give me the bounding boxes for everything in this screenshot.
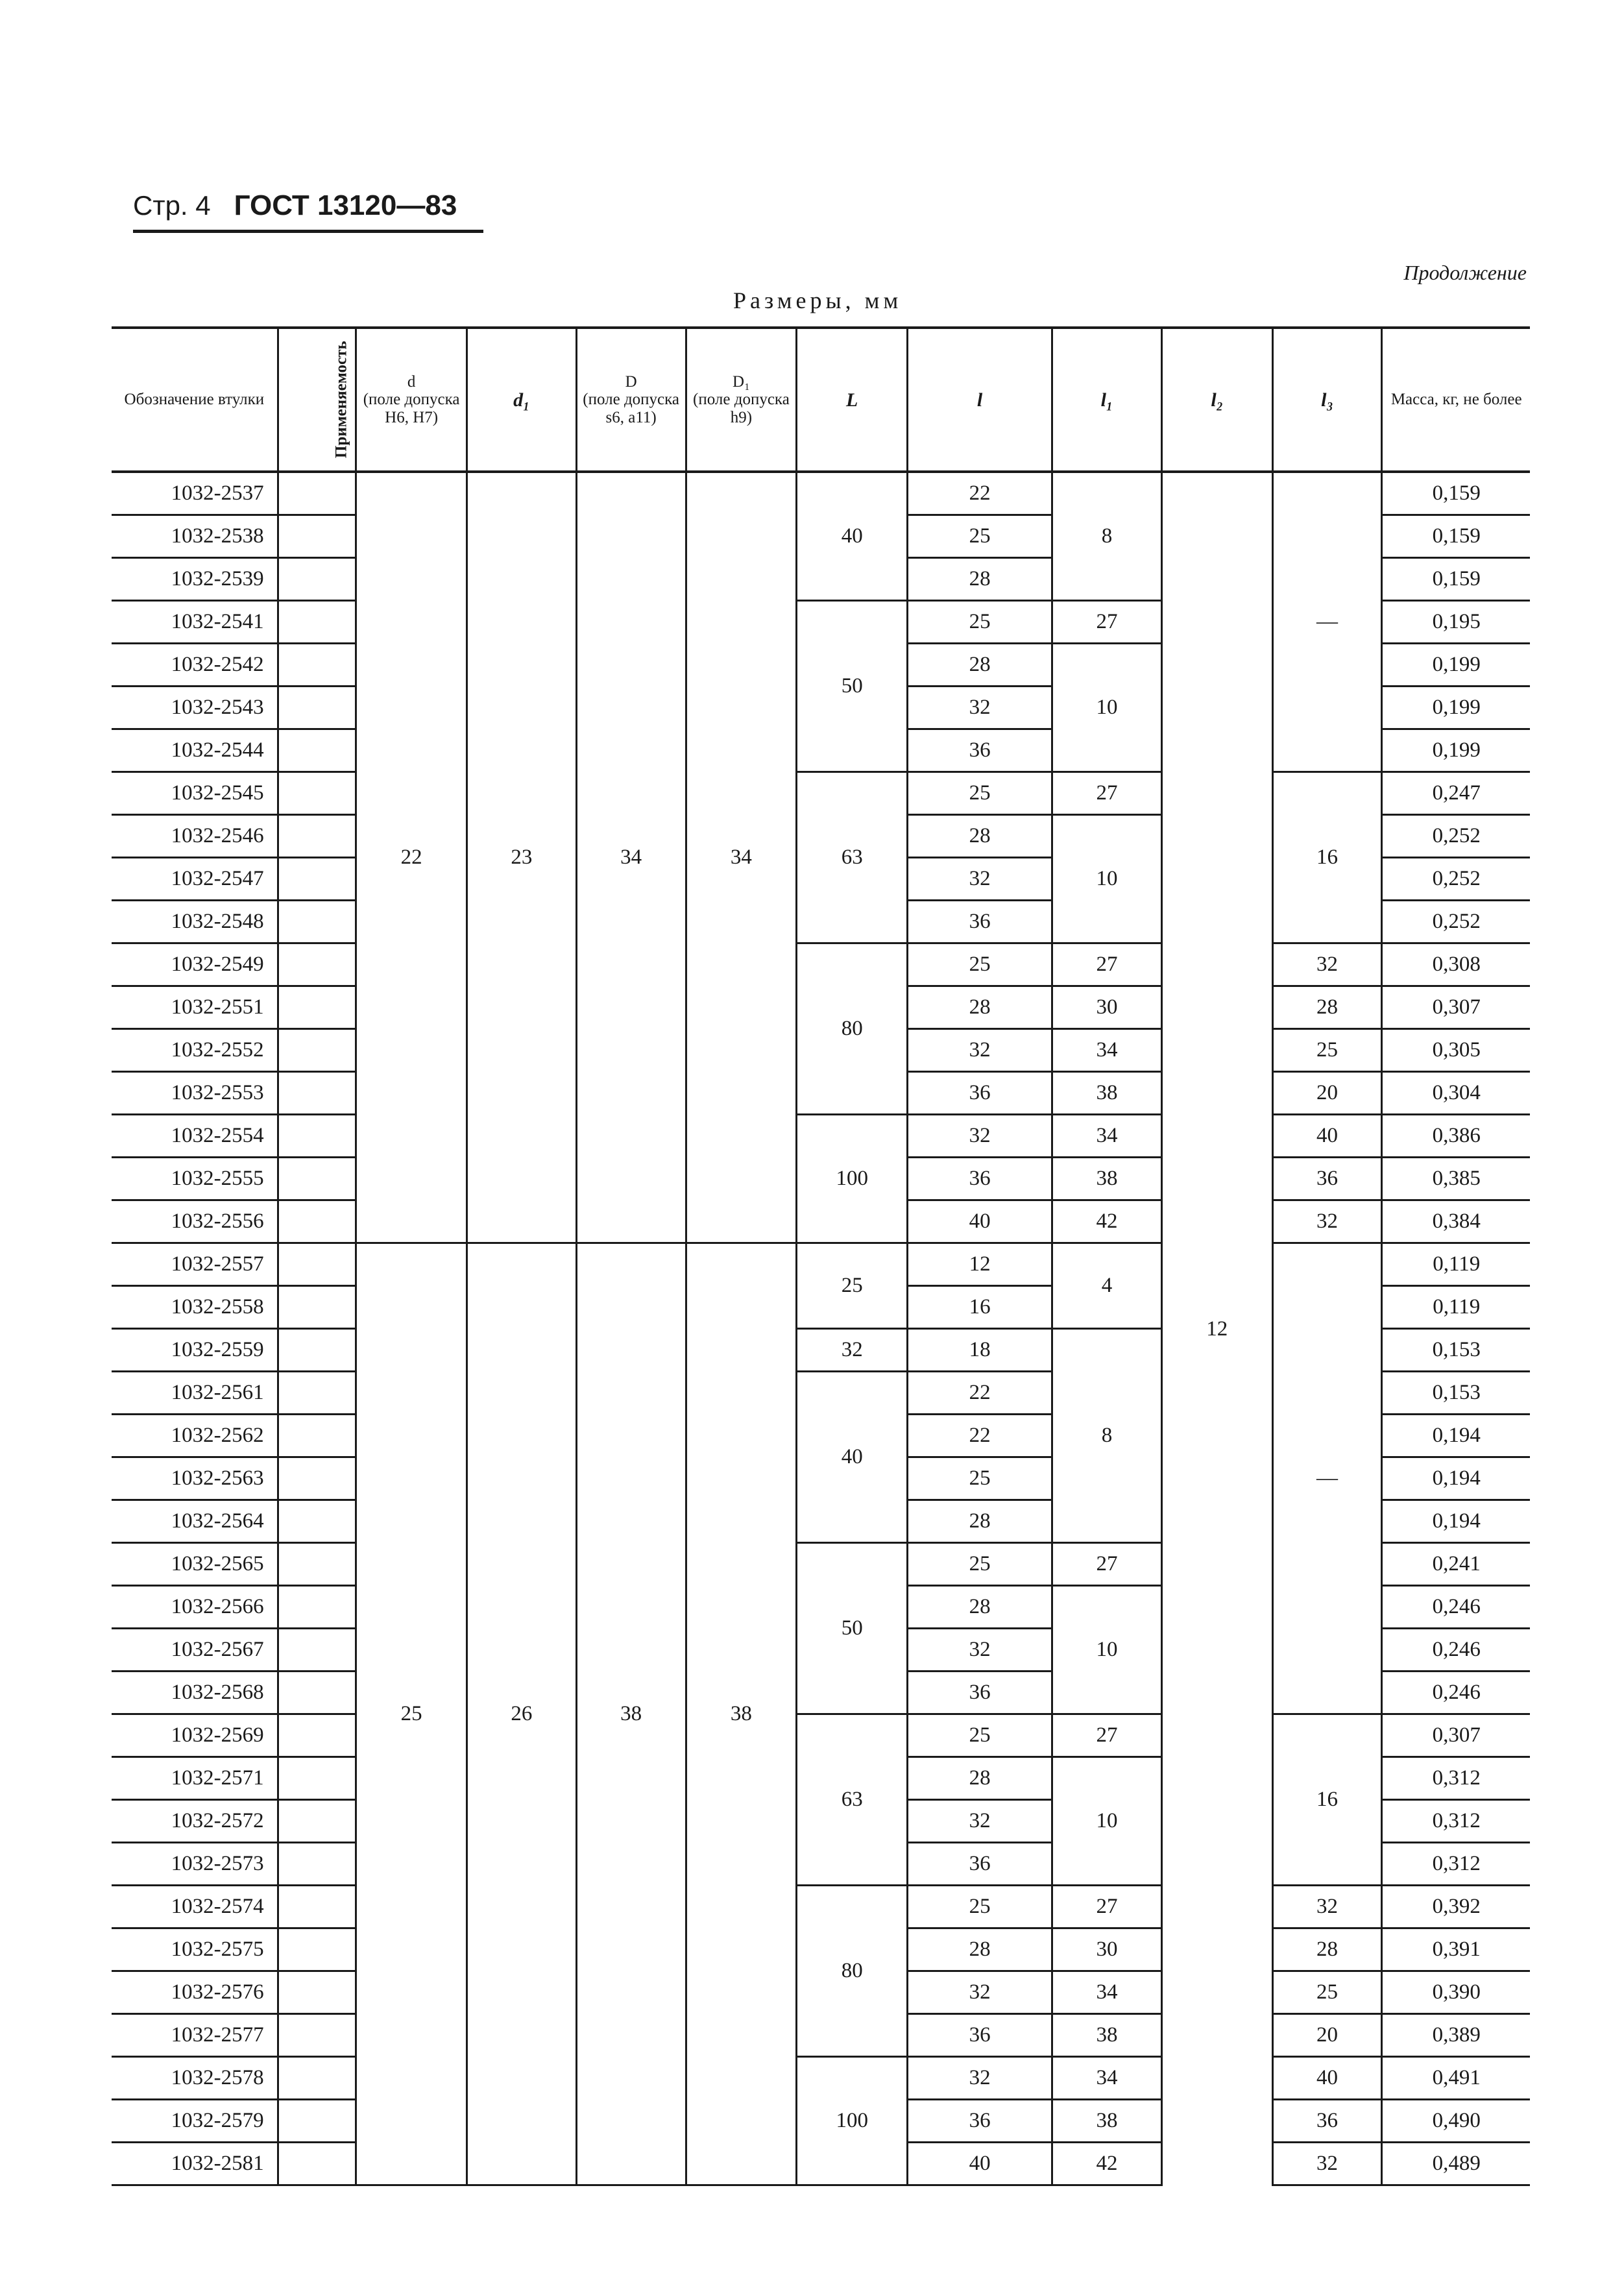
applicability-cell	[278, 1243, 356, 1286]
mass-cell: 0,246	[1382, 1629, 1530, 1672]
l-cell: 32	[908, 1029, 1052, 1072]
designation-cell: 1032-2576	[112, 1971, 278, 2014]
col-D1-note: (поле допуска h9)	[693, 391, 790, 426]
col-D1	[686, 328, 797, 472]
l3-cell: 20	[1272, 2014, 1382, 2057]
col-D	[576, 328, 686, 472]
mass-cell: 0,159	[1382, 515, 1530, 558]
applicability-cell	[278, 1329, 356, 1372]
col-D1-symbol: D₁	[733, 372, 750, 391]
designation-cell: 1032-2547	[112, 858, 278, 901]
col-l2: l₂	[1161, 328, 1272, 472]
mass-cell: 0,153	[1382, 1329, 1530, 1372]
applicability-cell	[278, 1886, 356, 1928]
mass-cell: 0,305	[1382, 1029, 1530, 1072]
col-d1: d₁	[467, 328, 577, 472]
applicability-cell	[278, 515, 356, 558]
l1-cell: 38	[1052, 2014, 1162, 2057]
mass-cell: 0,194	[1382, 1500, 1530, 1543]
l-cell: 32	[908, 2057, 1052, 2100]
mass-cell: 0,489	[1382, 2143, 1530, 2185]
table-row	[112, 2057, 1530, 2100]
designation-cell: 1032-2548	[112, 901, 278, 943]
table-row	[112, 1886, 1530, 1928]
l-cell: 32	[908, 1629, 1052, 1672]
L-cell: 63	[797, 772, 908, 943]
table-row	[112, 472, 1530, 515]
d-cell: 22	[356, 472, 467, 1243]
col-d-symbol: d	[407, 372, 416, 391]
table-row	[112, 943, 1530, 986]
applicability-cell	[278, 1714, 356, 1757]
designation-cell: 1032-2566	[112, 1586, 278, 1629]
designation-cell: 1032-2573	[112, 1843, 278, 1886]
l1-cell: 27	[1052, 601, 1162, 644]
applicability-cell	[278, 644, 356, 687]
l3-cell: 25	[1272, 1029, 1382, 1072]
l-cell: 28	[908, 1586, 1052, 1629]
mass-cell: 0,252	[1382, 858, 1530, 901]
table-header-row	[112, 328, 1530, 472]
designation-cell: 1032-2572	[112, 1800, 278, 1843]
designation-cell: 1032-2544	[112, 729, 278, 772]
col-l: l	[908, 328, 1052, 472]
designation-cell: 1032-2542	[112, 644, 278, 687]
l3-cell: 32	[1272, 1886, 1382, 1928]
L-cell: 40	[797, 472, 908, 601]
l-cell: 40	[908, 1200, 1052, 1243]
mass-cell: 0,390	[1382, 1971, 1530, 2014]
mass-cell: 0,391	[1382, 1928, 1530, 1971]
bushing-table	[112, 326, 1530, 2186]
l1-cell: 34	[1052, 1971, 1162, 2014]
l1-cell: 30	[1052, 1928, 1162, 1971]
L-cell: 100	[797, 2057, 908, 2185]
l1-cell: 34	[1052, 1029, 1162, 1072]
l1-cell: 38	[1052, 1158, 1162, 1200]
designation-cell: 1032-2553	[112, 1072, 278, 1115]
l1-cell: 27	[1052, 1714, 1162, 1757]
l1-cell: 8	[1052, 1329, 1162, 1543]
l3-cell: 28	[1272, 986, 1382, 1029]
col-d	[356, 328, 467, 472]
designation-cell: 1032-2556	[112, 1200, 278, 1243]
l-cell: 36	[908, 729, 1052, 772]
l1-cell: 27	[1052, 1886, 1162, 1928]
l3-cell: 28	[1272, 1928, 1382, 1971]
page-header	[133, 189, 457, 222]
designation-cell: 1032-2581	[112, 2143, 278, 2185]
applicability-cell	[278, 772, 356, 815]
l1-cell: 27	[1052, 772, 1162, 815]
col-designation: Обозначение втулки	[112, 328, 278, 472]
mass-cell: 0,199	[1382, 644, 1530, 687]
col-l3: l₃	[1272, 328, 1382, 472]
designation-cell: 1032-2546	[112, 815, 278, 858]
applicability-cell	[278, 1029, 356, 1072]
l3-cell: 40	[1272, 2057, 1382, 2100]
l-cell: 22	[908, 1415, 1052, 1457]
applicability-cell	[278, 1971, 356, 2014]
table-row	[112, 772, 1530, 815]
designation-cell: 1032-2537	[112, 472, 278, 515]
l3-cell: 16	[1272, 1714, 1382, 1886]
L-cell: 50	[797, 1543, 908, 1714]
l-cell: 32	[908, 1800, 1052, 1843]
designation-cell: 1032-2555	[112, 1158, 278, 1200]
l1-cell: 8	[1052, 472, 1162, 601]
designation-cell: 1032-2552	[112, 1029, 278, 1072]
L-cell: 80	[797, 1886, 908, 2057]
mass-cell: 0,195	[1382, 601, 1530, 644]
designation-cell: 1032-2543	[112, 687, 278, 729]
l3-cell: 20	[1272, 1072, 1382, 1115]
designation-cell: 1032-2574	[112, 1886, 278, 1928]
designation-cell: 1032-2569	[112, 1714, 278, 1757]
l-cell: 32	[908, 858, 1052, 901]
applicability-cell	[278, 986, 356, 1029]
l-cell: 32	[908, 1115, 1052, 1158]
mass-cell: 0,194	[1382, 1457, 1530, 1500]
l-cell: 25	[908, 943, 1052, 986]
l3-cell: 32	[1272, 1200, 1382, 1243]
designation-cell: 1032-2539	[112, 558, 278, 601]
l3-cell: 32	[1272, 2143, 1382, 2185]
mass-cell: 0,491	[1382, 2057, 1530, 2100]
applicability-cell	[278, 858, 356, 901]
D-cell: 38	[576, 1243, 686, 2185]
l3-cell: —	[1272, 472, 1382, 772]
applicability-cell	[278, 601, 356, 644]
designation-cell: 1032-2551	[112, 986, 278, 1029]
applicability-cell	[278, 1286, 356, 1329]
l-cell: 16	[908, 1286, 1052, 1329]
designation-cell: 1032-2567	[112, 1629, 278, 1672]
l-cell: 25	[908, 1457, 1052, 1500]
mass-cell: 0,246	[1382, 1672, 1530, 1714]
l1-cell: 38	[1052, 2100, 1162, 2143]
l1-cell: 4	[1052, 1243, 1162, 1329]
table-row	[112, 1115, 1530, 1158]
table-row	[112, 1243, 1530, 1286]
col-mass: Масса, кг, не более	[1382, 328, 1530, 472]
applicability-cell	[278, 1586, 356, 1629]
mass-cell: 0,308	[1382, 943, 1530, 986]
l-cell: 22	[908, 472, 1052, 515]
l1-cell: 10	[1052, 1586, 1162, 1714]
designation-cell: 1032-2545	[112, 772, 278, 815]
d1-cell: 23	[467, 472, 577, 1243]
mass-cell: 0,199	[1382, 687, 1530, 729]
mass-cell: 0,247	[1382, 772, 1530, 815]
col-applicability-label: Применяемость	[332, 341, 350, 459]
applicability-cell	[278, 1928, 356, 1971]
mass-cell: 0,312	[1382, 1757, 1530, 1800]
l-cell: 25	[908, 772, 1052, 815]
applicability-cell	[278, 1372, 356, 1415]
col-D-symbol: D	[625, 372, 637, 391]
applicability-cell	[278, 729, 356, 772]
mass-cell: 0,252	[1382, 901, 1530, 943]
mass-cell: 0,312	[1382, 1843, 1530, 1886]
mass-cell: 0,392	[1382, 1886, 1530, 1928]
mass-cell: 0,312	[1382, 1800, 1530, 1843]
designation-cell: 1032-2563	[112, 1457, 278, 1500]
l-cell: 12	[908, 1243, 1052, 1286]
applicability-cell	[278, 1457, 356, 1500]
header-rule	[133, 230, 483, 233]
l-cell: 28	[908, 1500, 1052, 1543]
l-cell: 32	[908, 687, 1052, 729]
designation-cell: 1032-2561	[112, 1372, 278, 1415]
d1-cell: 26	[467, 1243, 577, 2185]
l1-cell: 38	[1052, 1072, 1162, 1115]
l-cell: 28	[908, 986, 1052, 1029]
l-cell: 25	[908, 1886, 1052, 1928]
designation-cell: 1032-2538	[112, 515, 278, 558]
applicability-cell	[278, 2100, 356, 2143]
applicability-cell	[278, 1200, 356, 1243]
mass-cell: 0,119	[1382, 1243, 1530, 1286]
mass-cell: 0,153	[1382, 1372, 1530, 1415]
l1-cell: 27	[1052, 943, 1162, 986]
designation-cell: 1032-2565	[112, 1543, 278, 1586]
l-cell: 28	[908, 1757, 1052, 1800]
l-cell: 18	[908, 1329, 1052, 1372]
designation-cell: 1032-2558	[112, 1286, 278, 1329]
col-applicability	[278, 328, 356, 472]
applicability-cell	[278, 2057, 356, 2100]
mass-cell: 0,490	[1382, 2100, 1530, 2143]
continuation-label: Продолжение	[1403, 261, 1527, 284]
applicability-cell	[278, 943, 356, 986]
col-L: L	[797, 328, 908, 472]
mass-cell: 0,241	[1382, 1543, 1530, 1586]
L-cell: 32	[797, 1329, 908, 1372]
applicability-cell	[278, 1843, 356, 1886]
l-cell: 36	[908, 1672, 1052, 1714]
designation-cell: 1032-2562	[112, 1415, 278, 1457]
l-cell: 25	[908, 1543, 1052, 1586]
l1-cell: 10	[1052, 815, 1162, 943]
mass-cell: 0,307	[1382, 1714, 1530, 1757]
l-cell: 25	[908, 601, 1052, 644]
l-cell: 40	[908, 2143, 1052, 2185]
applicability-cell	[278, 1072, 356, 1115]
D-cell: 34	[576, 472, 686, 1243]
l-cell: 36	[908, 1158, 1052, 1200]
applicability-cell	[278, 1500, 356, 1543]
designation-cell: 1032-2571	[112, 1757, 278, 1800]
l3-cell: 25	[1272, 1971, 1382, 2014]
l-cell: 25	[908, 1714, 1052, 1757]
designation-cell: 1032-2564	[112, 1500, 278, 1543]
l1-cell: 34	[1052, 1115, 1162, 1158]
applicability-cell	[278, 2014, 356, 2057]
mass-cell: 0,252	[1382, 815, 1530, 858]
l-cell: 36	[908, 2014, 1052, 2057]
applicability-cell	[278, 558, 356, 601]
designation-cell: 1032-2541	[112, 601, 278, 644]
applicability-cell	[278, 1629, 356, 1672]
mass-cell: 0,159	[1382, 472, 1530, 515]
D1-cell: 38	[686, 1243, 797, 2185]
L-cell: 100	[797, 1115, 908, 1243]
applicability-cell	[278, 1543, 356, 1586]
mass-cell: 0,386	[1382, 1115, 1530, 1158]
l-cell: 22	[908, 1372, 1052, 1415]
designation-cell: 1032-2557	[112, 1243, 278, 1286]
mass-cell: 0,384	[1382, 1200, 1530, 1243]
designation-cell: 1032-2568	[112, 1672, 278, 1714]
L-cell: 63	[797, 1714, 908, 1886]
table-row	[112, 1714, 1530, 1757]
col-l1: l₁	[1052, 328, 1162, 472]
l1-cell: 34	[1052, 2057, 1162, 2100]
l-cell: 36	[908, 2100, 1052, 2143]
mass-cell: 0,304	[1382, 1072, 1530, 1115]
col-D-note: (поле допуска s6, a11)	[583, 391, 680, 426]
applicability-cell	[278, 901, 356, 943]
l-cell: 32	[908, 1971, 1052, 2014]
standard-title: ГОСТ 13120—83	[234, 189, 457, 221]
L-cell: 80	[797, 943, 908, 1115]
D1-cell: 34	[686, 472, 797, 1243]
page-number: Стр. 4	[133, 190, 211, 221]
applicability-cell	[278, 1757, 356, 1800]
designation-cell: 1032-2549	[112, 943, 278, 986]
l1-cell: 10	[1052, 1757, 1162, 1886]
l-cell: 36	[908, 1072, 1052, 1115]
mass-cell: 0,119	[1382, 1286, 1530, 1329]
designation-cell: 1032-2559	[112, 1329, 278, 1372]
designation-cell: 1032-2578	[112, 2057, 278, 2100]
applicability-cell	[278, 472, 356, 515]
l3-cell: 36	[1272, 2100, 1382, 2143]
l3-cell: —	[1272, 1243, 1382, 1714]
applicability-cell	[278, 687, 356, 729]
l3-cell: 32	[1272, 943, 1382, 986]
L-cell: 25	[797, 1243, 908, 1329]
mass-cell: 0,199	[1382, 729, 1530, 772]
l3-cell: 36	[1272, 1158, 1382, 1200]
applicability-cell	[278, 1672, 356, 1714]
l1-cell: 42	[1052, 1200, 1162, 1243]
l-cell: 28	[908, 1928, 1052, 1971]
l-cell: 36	[908, 1843, 1052, 1886]
mass-cell: 0,246	[1382, 1586, 1530, 1629]
applicability-cell	[278, 815, 356, 858]
designation-cell: 1032-2554	[112, 1115, 278, 1158]
applicability-cell	[278, 1800, 356, 1843]
applicability-cell	[278, 1158, 356, 1200]
d-cell: 25	[356, 1243, 467, 2185]
l3-cell: 16	[1272, 772, 1382, 943]
l1-cell: 27	[1052, 1543, 1162, 1586]
col-d-note: (поле допуска H6, H7)	[363, 391, 460, 426]
mass-cell: 0,385	[1382, 1158, 1530, 1200]
mass-cell: 0,159	[1382, 558, 1530, 601]
l-cell: 36	[908, 901, 1052, 943]
l1-cell: 30	[1052, 986, 1162, 1029]
applicability-cell	[278, 2143, 356, 2185]
mass-cell: 0,307	[1382, 986, 1530, 1029]
applicability-cell	[278, 1115, 356, 1158]
designation-cell: 1032-2579	[112, 2100, 278, 2143]
L-cell: 50	[797, 601, 908, 772]
l-cell: 28	[908, 815, 1052, 858]
L-cell: 40	[797, 1372, 908, 1543]
table-body	[112, 472, 1530, 2185]
l1-cell: 10	[1052, 644, 1162, 772]
mass-cell: 0,389	[1382, 2014, 1530, 2057]
mass-cell: 0,194	[1382, 1415, 1530, 1457]
l3-cell: 40	[1272, 1115, 1382, 1158]
l1-cell: 42	[1052, 2143, 1162, 2185]
l-cell: 25	[908, 515, 1052, 558]
l-cell: 28	[908, 644, 1052, 687]
applicability-cell	[278, 1415, 356, 1457]
sizes-caption: Размеры, мм	[733, 287, 903, 313]
designation-cell: 1032-2577	[112, 2014, 278, 2057]
l2-cell: 12	[1161, 472, 1272, 2185]
l-cell: 28	[908, 558, 1052, 601]
designation-cell: 1032-2575	[112, 1928, 278, 1971]
